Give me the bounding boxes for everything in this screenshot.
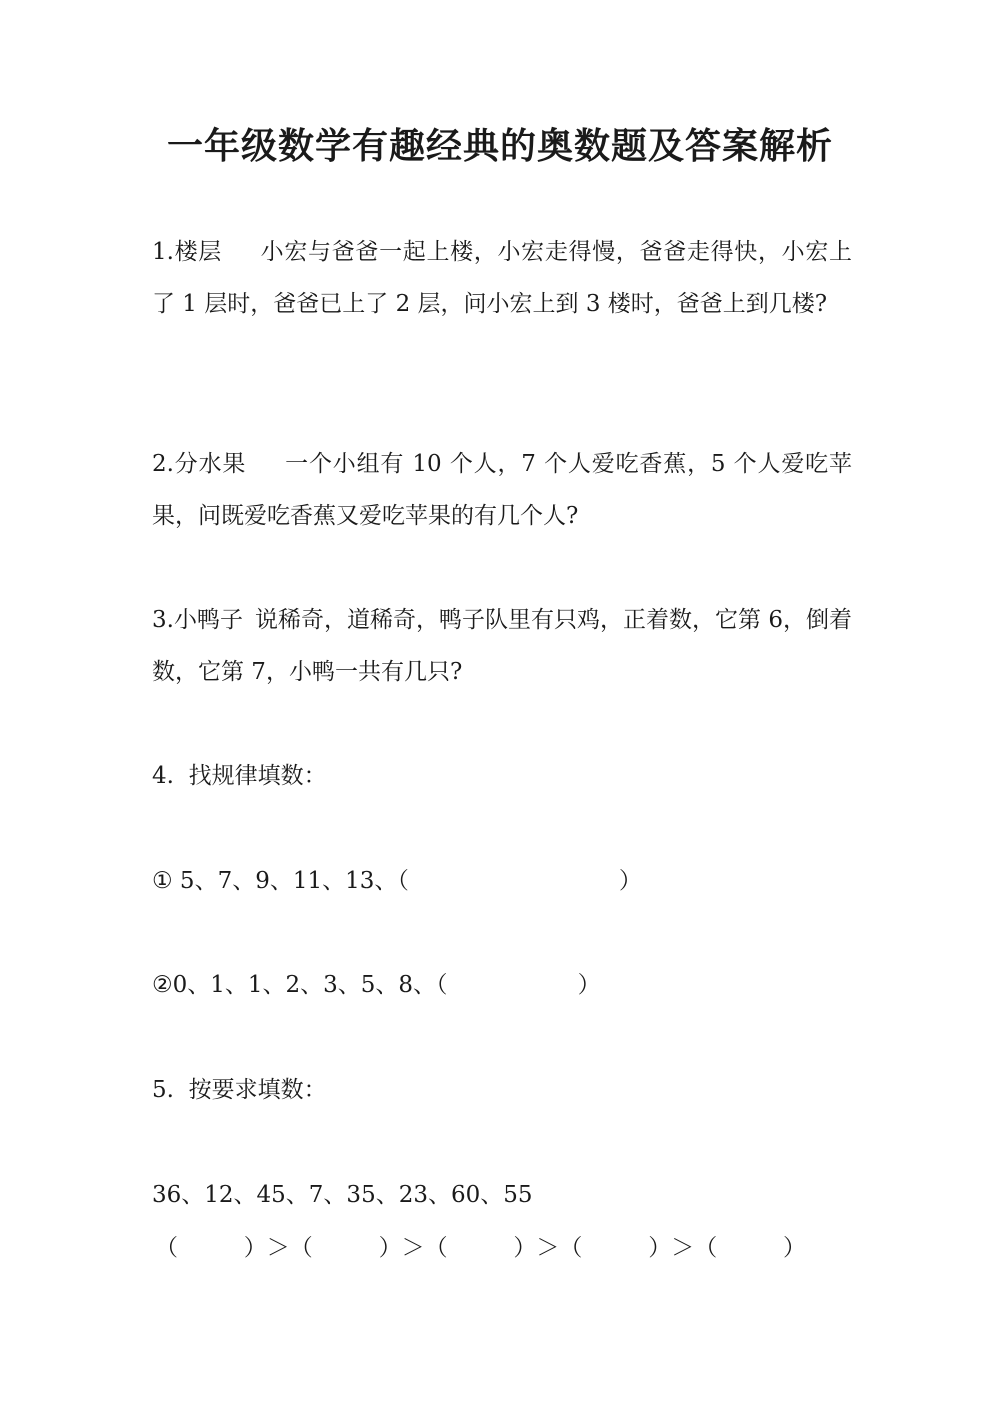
question-1 [152,226,852,330]
question-3 [152,594,852,698]
question-5-heading: 5. 按要求填数： [152,1077,327,1103]
question-4-item-2-close: ） [577,972,601,998]
question-4-item-1-sequence: ① 5、7、9、11、13、（ [152,868,409,894]
question-1-label: 1.楼层 [152,239,222,265]
question-5-numbers: 36、12、45、7、35、23、60、55 [152,1182,533,1208]
question-4-item-2-sequence: ②0、1、1、2、3、5、8、（ [152,972,448,998]
question-2-text: 一个小组有 10 个人，7 个人爱吃香蕉，5 个人爱吃苹果，问既爱吃香蕉又爱吃苹果的有几个人? [152,451,853,529]
question-2 [152,438,852,542]
question-1-text: 小宏与爸爸一起上楼，小宏走得慢，爸爸走得快，小宏上了 1 层时，爸爸已上了 2 层，问小宏上到 3 楼时，爸爸上到几楼? [152,239,853,317]
question-4-item-2 [152,965,601,1005]
question-4-item-1-close: ） [618,868,642,894]
question-4-item-1 [152,861,642,901]
page-title: 一年级数学有趣经典的奥数题及答案解析 [166,125,833,167]
question-2-label: 2.分水果 [152,451,247,477]
question-3-label: 3.小鸭子 [152,607,243,633]
question-3-text: 说稀奇，道稀奇，鸭子队里有只鸡，正着数，它第 6，倒着数，它第 7，小鸭一共有几只? [152,607,852,685]
question-4-heading: 4. 找规律填数： [152,763,327,789]
question-5-answer-blanks[interactable]: （ ）＞（ ）＞（ ）＞（ ）＞（ ） [155,1235,806,1261]
